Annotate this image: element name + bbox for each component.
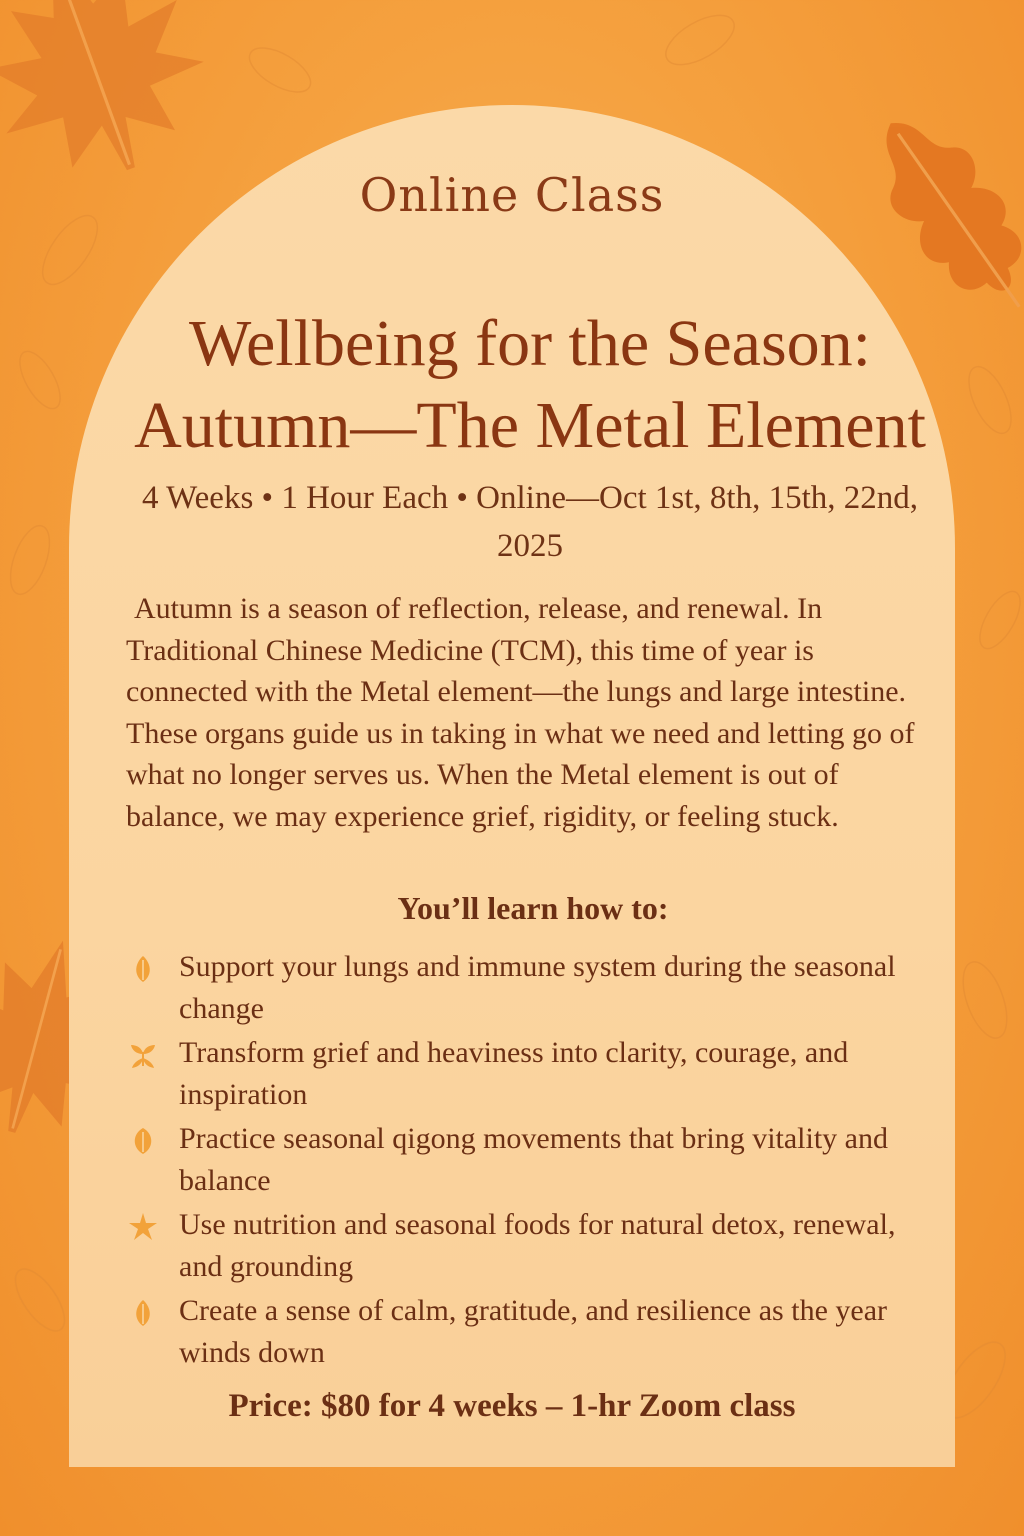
star-leaf-icon <box>128 1212 158 1242</box>
learning-list <box>126 946 936 1376</box>
list-item-text: Use nutrition and seasonal foods for natural detox, renewal, and grounding <box>179 1208 896 1283</box>
page-title <box>90 303 970 467</box>
class-description: Autumn is a season of reflection, release, and renewal. In Traditional Chinese Medicine (TCM), this time of year is connected with the Metal element—the lungs and large intestine. These organs guide us in taking in what we need and letting go of what no longer serves us. When the Metal element is out of balance, we may experience grief, rigidity, or feeling stuck. <box>126 592 915 833</box>
list-item-text: Transform grief and heaviness into clarity, courage, and inspiration <box>179 1036 849 1111</box>
list-item-text: Support your lungs and immune system during the seasonal change <box>179 950 896 1025</box>
leaf-icon <box>128 954 158 984</box>
sprout-icon <box>128 1040 158 1070</box>
list-item <box>126 1204 936 1290</box>
title-line-2: Autumn—The Metal Element <box>134 389 926 462</box>
class-type-label: Online Class <box>359 168 665 222</box>
leaf-icon <box>128 1298 158 1328</box>
list-item-text: Practice seasonal qigong movements that bring vitality and balance <box>179 1122 888 1197</box>
list-item <box>126 946 936 1032</box>
list-item-text: Create a sense of calm, gratitude, and resilience as the year winds down <box>179 1294 888 1369</box>
learn-heading: You’ll learn how to: <box>397 890 669 926</box>
list-item <box>126 1118 936 1204</box>
list-item <box>126 1032 936 1118</box>
schedule-info: 4 Weeks • 1 Hour Each • Online—Oct 1st, 8th, 15th, 22nd, 2025 <box>142 480 918 564</box>
list-item <box>126 1290 936 1376</box>
title-line-1: Wellbeing for the Season: <box>188 307 871 380</box>
price-info: Price: $80 for 4 weeks – 1-hr Zoom class <box>228 1388 796 1424</box>
leaf-icon <box>128 1126 158 1156</box>
